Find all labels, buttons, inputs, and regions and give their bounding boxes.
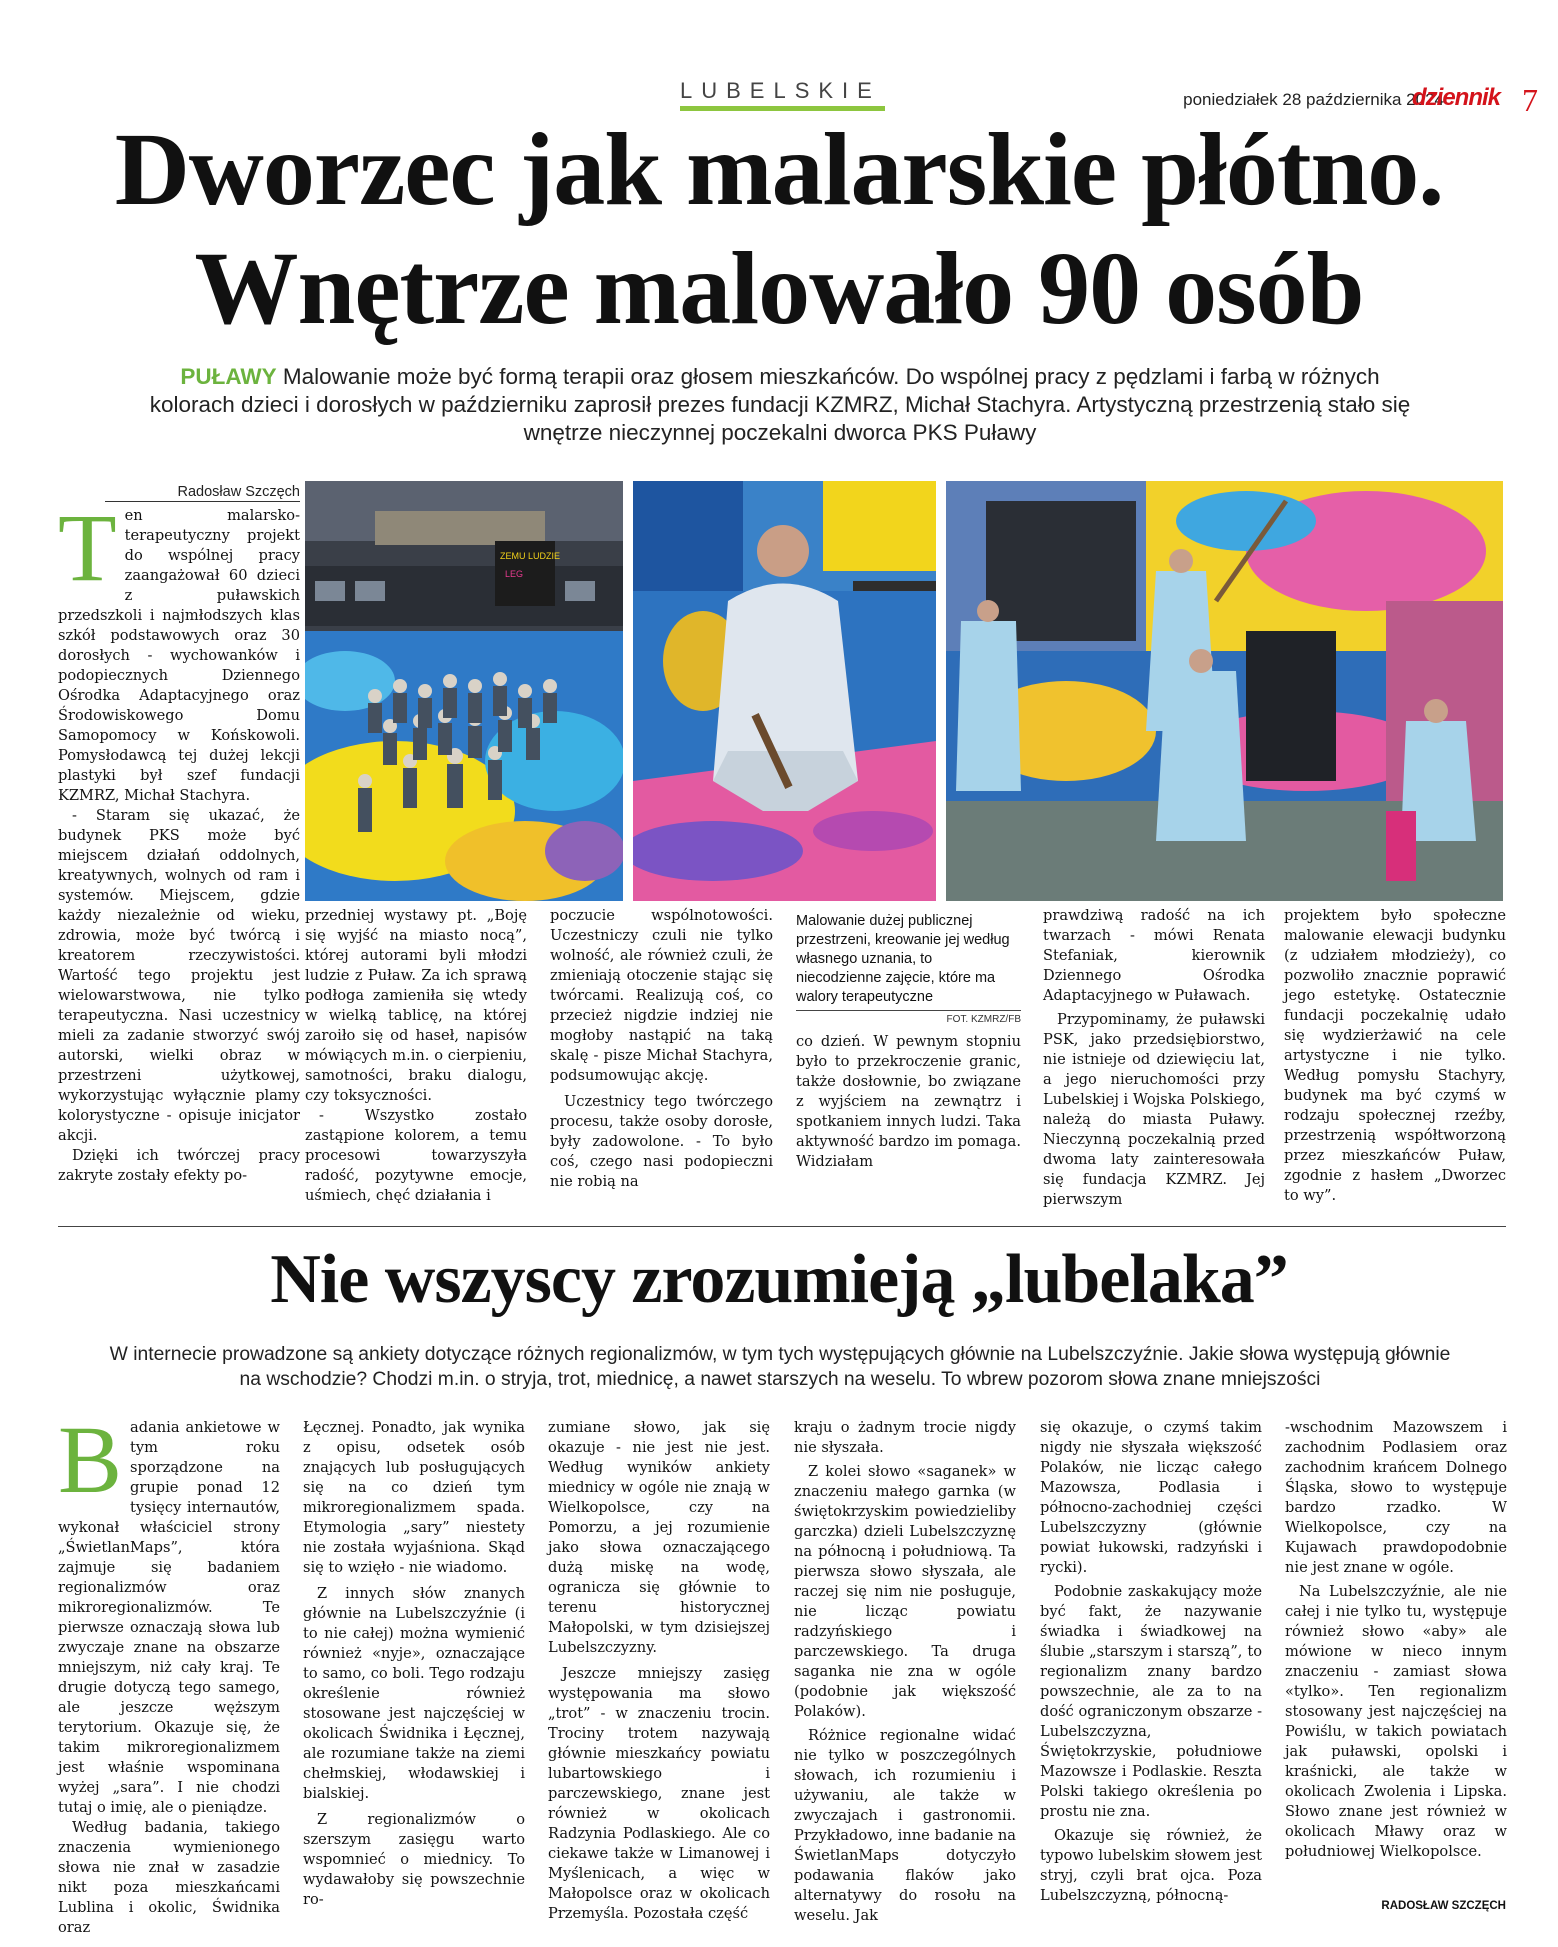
col1-paragraph-3: Dzięki ich twórczej pracy zakryte zostały efekty po- [58, 1147, 300, 1184]
issue-date: poniedziałek 28 października 2024 [1183, 90, 1444, 109]
a2-col5-paragraph-3: Okazuje się również, że typowo lubelskim słowem jest stryj, czyli brat ojca. Poza Lubelszczyzną, północną- [1040, 1827, 1262, 1904]
col2-paragraph-2: - Wszystko zostało zastąpione kolorem, a temu procesowi towarzyszyła radość, pozytywne emocje, uśmiech, chęć działania i [305, 1107, 527, 1204]
article1-column-2 [305, 906, 527, 1206]
a2-col1-paragraph-2: Według badania, takiego znaczenia wymienionego słowa nie znał w zasadzie nikt poza mieszkańcami Lublina i okolic, Świdnika oraz [58, 1819, 280, 1936]
a2-col3-paragraph-1: zumiane słowo, jak się okazuje - nie jest nie jest. Według wyników ankiety miednicy w ogóle nie znają w Wielkopolsce, czy na Pomorzu, a jej rozumienie jako słowa oznaczającego dużą miskę na wodę, ogranicza się głównie to terenu historycznej Małopolski, w tym dzisiejszej Lubelszczyzny. [548, 1419, 770, 1656]
photo-credit: FOT. KZMRZ/FB [946, 1014, 1021, 1025]
photo-painting-walls [946, 481, 1503, 901]
photo-man-painting-floor [633, 481, 936, 901]
col3-paragraph-2: Uczestnicy tego twórczego procesu, także osoby dorosłe, były zadowolone. - To było coś, czego nasi podopieczni nie robią na [550, 1093, 773, 1190]
article1-column-3 [550, 906, 773, 1192]
article-divider [58, 1226, 1506, 1227]
article1-column-5 [1043, 906, 1265, 1210]
article2-column-3 [548, 1418, 770, 1924]
article2-column-2 [303, 1418, 525, 1910]
photo-caption: Malowanie dużej publicznej przestrzeni, kreowanie jej według własnego uznania, to niecodzienne zajęcie, które ma walory terapeutyczne [796, 913, 1010, 1005]
col4-paragraph-1: co dzień. W pewnym stopniu było to przekroczenie granic, także dosłownie, bo związane z wyjściem na zewnątrz i spotkaniem innych ludzi. Taka aktywność bardzo im pomaga. Widziałam [796, 1033, 1021, 1170]
newspaper-logo: dziennik [1411, 84, 1500, 111]
byline: Radosław Szczęch [105, 484, 300, 502]
a2-col5-paragraph-1: się okazuje, o czymś takim nigdy nie słyszała większość Polaków, nie licząc całego Mazowsza, Podlasia i północno-zachodniej części Lubelszczyzny (głównie powiat łukowski, radzyński i rycki). [1040, 1419, 1262, 1576]
headline-line-1: Dworzec jak malarskie płótno. [114, 112, 1444, 227]
article1-column-4 [796, 1032, 1021, 1172]
a2-col2-paragraph-2: Z innych słów znanych głównie na Lubelszczyźnie (i to nie całej) można wymienić również «nyje», oznaczające to samo, co boli. Tego rodzaju określenie również stosowane jest najczęściej w okolicach Świdnika i Łęcznej, ale rozumiane także na ziemi chełmskiej, włodawskiej i bialskiej. [303, 1585, 525, 1802]
article2-column-6 [1285, 1418, 1507, 1862]
a2-col1-first: adania ankietowe w tym roku sporządzone na grupie ponad 12 tysięcy internautów, wykonał właściciel strony „ŚwietlanMaps”, która zajmuje się badaniem regionalizmów oraz mikroregionalizmów. Te pierwsze oznaczają słowa lub zwyczaje znane na obszarze mniejszym, niż cały kraj. Te drugie dotyczą tego samego, ale jeszcze węższym terytorium. Okazuje się, że takim mikroregionalizmem jest właśnie wspominana wyżej „sara”. I nie chodzi tutaj o imię, ale o pieniądze. [58, 1419, 280, 1816]
a2-col6-paragraph-1: -wschodnim Mazowszem i zachodnim Podlasiem oraz zachodnim krańcem Dolnego Śląska, słowo to występuje bardzo rzadko. W Wielkopolsce, czy na Kujawach prawdopodobnie nie jest znane w ogóle. [1285, 1419, 1507, 1576]
article2-column-5 [1040, 1418, 1262, 1906]
section-label: LUBELSKIE [680, 78, 881, 103]
lead-line-3: wnętrze nieczynnej poczekalni dworca PKS Puławy [523, 420, 1037, 445]
photo-children-hall [305, 481, 623, 901]
col5-paragraph-2: Przypominamy, że puławski PSK, jako przedsiębiorstwo, nie istnieje od dziewięciu lat, a jego nieruchomości przy Lubelskiej i Wojska Polskiego, należą do miasta Puławy. Nieczynną poczekalnią przed dwoma laty zainteresowała się fundacja KZMRZ. Jej pierwszym [1043, 1011, 1265, 1208]
byline-article-2: RADOSŁAW SZCZĘCH [1381, 1900, 1506, 1912]
col3-paragraph-1: poczucie wspólnotowości. Uczestniczy czuli nie tylko wolność, ale również czuli, że zmieniają otoczenie stając się twórcami. Realizują coś, co przecież nigdzie indziej nie mogłoby nastąpić na taką skalę - pisze Michał Stachyra, podsumowując akcję. [550, 907, 773, 1084]
a2-col2-paragraph-3: Z regionalizmów o szerszym zasięgu warto wspomnieć o miednicy. To wydawałoby się powszechnie ro- [303, 1811, 525, 1908]
photo-sign-text-2: LEG [505, 569, 524, 579]
caption-rule [796, 1010, 1021, 1011]
lead-paragraph-2 [60, 1342, 1500, 1392]
a2-col6-paragraph-2: Na Lubelszczyźnie, ale nie całej i nie tylko tu, występuje również słowo «aby» ale mówione w nieco innym znaczeniu - zamiast słowa «tylko». Ten regionalizm stosowany jest najczęściej na Powiślu, w takich powiatach jak puławski, opolski i kraśnicki, ale także w okolicach Zwolenia i Lipska. Słowo znane jest również w okolicach Mławy oraz w południowej Wielkopolsce. [1285, 1583, 1507, 1860]
headline-article-2: Nie wszyscy zrozumieją „lubelaka” [270, 1241, 1288, 1318]
article2-column-4 [794, 1418, 1016, 1926]
lead-line-2: kolorach dzieci i dorosłych w październiku zaprosił prezes fundacji KZMRZ, Michał Stachyra. Artystyczną przestrzenią stało się [149, 392, 1411, 417]
section-underline [680, 106, 885, 111]
col1-paragraph-2: - Staram się ukazać, że budynek PKS może być miejscem działań oddolnych, kreatywnych, wolnych od ram i systemów. Miejscem, gdzie każdy niezależnie od wieku, zdrowia, może być twórcą i kreatorem rzeczywistości. Wartość tego projektu jest wielowarstwowa, nie tylko terapeutyczna. Nasi uczestnicy mieli za zadanie stworzyć swój autorski, wielki obraz w przestrzeni użytkowej, wykorzystując wyłącznie plamy kolorystyczne - opisuje inicjator akcji. [58, 807, 300, 1144]
dropcap: T [58, 494, 117, 601]
lead-line-1: Malowanie może być formą terapii oraz głosem mieszkańców. Do wspólnej pracy z pędzlami i farbą w różnych [282, 364, 1380, 389]
lead2-line-2: na wschodzie? Chodzi m.in. o stryja, trot, miednicę, a nawet starszych na weselu. To wbrew pozorom słowa znane mniejszości [239, 1369, 1321, 1390]
a2-col5-paragraph-2: Podobnie zaskakujący może być fakt, że nazywanie świadka i świadkowej na ślubie „starszym i starszą”, to regionalizm znany bardzo powszechnie, ale za to na dość ograniczonym obszarze - Lubelszczyzna, Świętokrzyskie, południowe Mazowsze i Podlaskie. Reszta Polski takiego określenia po prostu nie zna. [1040, 1583, 1262, 1820]
a2-col3-paragraph-2: Jeszcze mniejszy zasięg występowania ma słowo „trot” - w znaczeniu trocin. Trociny trotem nazywają głównie mieszkańcy powiatu lubartowskiego i parczewskiego, znane jest również w okolicach Radzynia Podlaskiego. Ale co ciekawe także w Limanowej i Myślenicach, a więc w Małopolsce oraz w okolicach Przemyśla. Pozostała część [548, 1665, 770, 1922]
col1-first-paragraph: en malarsko-terapeutyczny projekt do wspólnej pracy zaangażował 60 dzieci z puławskich przedszkoli i najmłodszych klas szkół podstawowych oraz 30 dorosłych - wychowanków i podopiecznych Dziennego Ośrodka Adaptacyjnego oraz Środowiskowego Domu Samopomocy w Końskowoli. Pomysłodawcą tej dużej lekcji plastyki był szef fundacji KZMRZ, Michał Stachyra. [58, 507, 300, 804]
a2-col4-paragraph-1: kraju o żadnym trocie nigdy nie słyszała. [794, 1419, 1016, 1456]
article2-column-1 [58, 1406, 280, 1938]
lead-paragraph [90, 363, 1470, 447]
col6-paragraph-1: projektem było społeczne malowanie elewacji budynku (z udziałem młodzieży), co pozwoliło znacznie poprawić jego estetykę. Ostatecznie fundacji poczekalnię udało się wydzierżawić na cele artystyczne i nie tylko. Według pomysłu Stachyry, budynek ma być czymś w rodzaju społecznej rzeźby, przestrzenią współtworzoną przez mieszkańców Puław, zgodnie z hasłem „Dworzec to wy”. [1284, 907, 1506, 1204]
headline-line-2: Wnętrze malowało 90 osób [194, 231, 1364, 346]
lead2-line-1: W internecie prowadzone są ankiety dotyczące różnych regionalizmów, w tym tych występujących głównie na Lubelszczyźnie. Jakie słowa występują głównie [109, 1344, 1451, 1365]
article1-column-6 [1284, 906, 1506, 1206]
col2-paragraph-1: przedniej wystawy pt. „Boję się wyjść na miasto nocą”, której autorami byli młodzi ludzie z Puław. Za ich sprawą podłoga zamieniła się wtedy w wielką tablicę, na której zaroiło się od haseł, napisów mówiących m.in. o cierpieniu, samotności, braku dialogu, czy toksyczności. [305, 907, 527, 1104]
article1-column-1 [58, 494, 300, 1186]
col5-paragraph-1: prawdziwą radość na ich twarzach - mówi Renata Stefaniak, kierownik Dziennego Ośrodka Adaptacyjnego w Puławach. [1043, 907, 1265, 1004]
lead-place: PUŁAWY [180, 364, 277, 389]
a2-col4-paragraph-2: Z kolei słowo «saganek» w znaczeniu małego garnka (w świętokrzyskim powiedzieliby garczka) dzieli Lubelszczyznę na północną i południową. Ta pierwsza słowo słyszała, ale raczej się nim nie posługuje, nie licząc powiatu radzyńskiego i parczewskiego. Ta druga saganka nie zna w ogóle (podobnie jak większość Polaków). [794, 1463, 1016, 1720]
page-number: 7 [1522, 82, 1538, 118]
photo-sign-text-1: ZEMU LUDZIE [500, 551, 561, 561]
a2-col2-paragraph-1: Łęcznej. Ponadto, jak wynika z opisu, odsetek osób znających lub posługujących się na co dzień tym mikroregionalizmem spada. Etymologia „sary” niestety nie została wyjaśniona. Skąd się to wzięło - nie wiadomo. [303, 1419, 525, 1576]
dropcap-2: B [58, 1406, 123, 1513]
a2-col4-paragraph-3: Różnice regionalne widać nie tylko w poszczególnych słowach, ich rozumieniu i używaniu, ale także w zwyczajach i gastronomii. Przykładowo, inne badanie na ŚwietlanMaps dotyczyło podawania flaków jako alternatywy do rosołu na weselu. Jak [794, 1727, 1016, 1924]
